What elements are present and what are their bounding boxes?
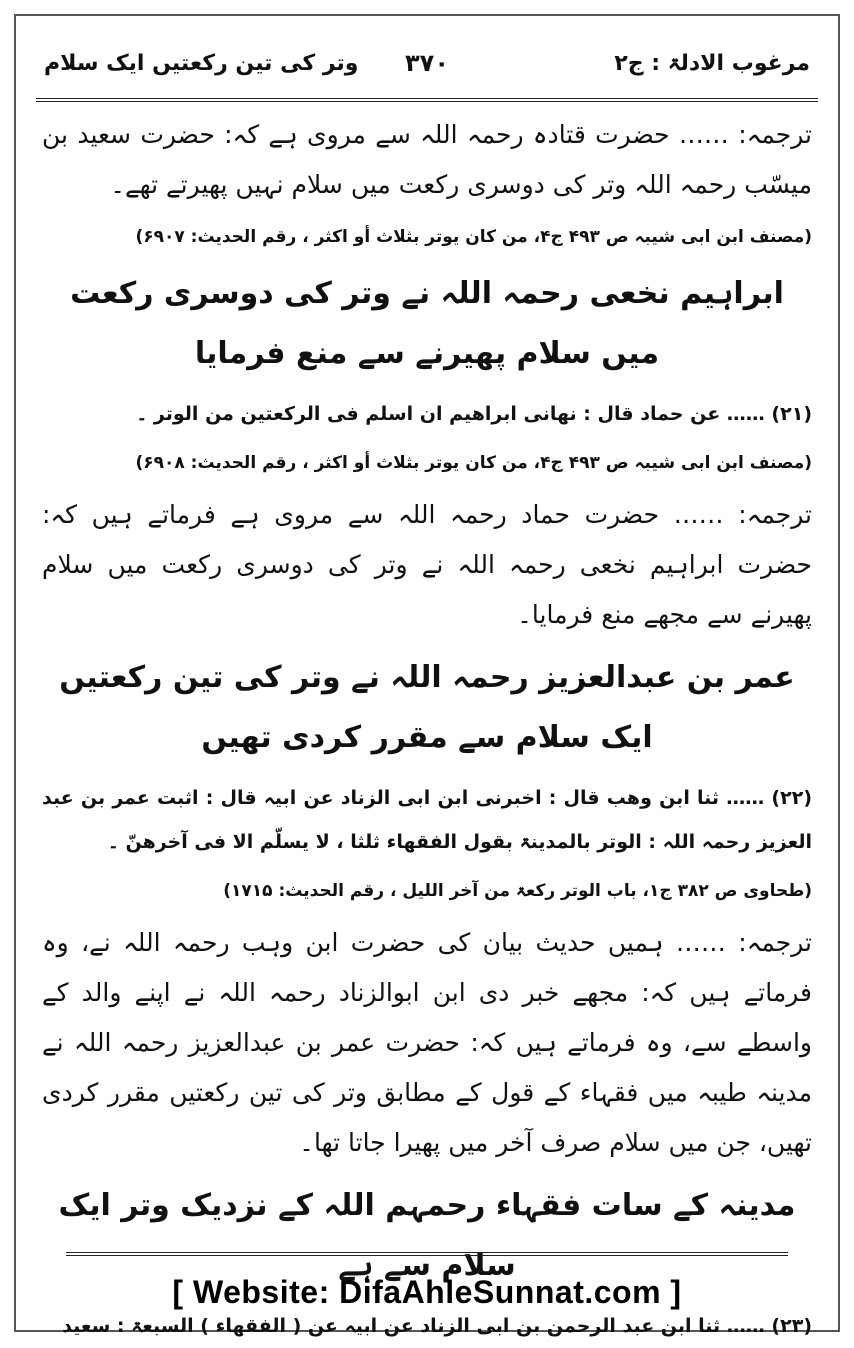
section-heading: ابراہیم نخعی رحمہ اللہ نے وتر کی دوسری رکعت میں سلام پھیرنے سے منع فرمایا — [70, 276, 784, 371]
reference-citation: (طحاوی ص ۳۸۲ ج۱، باب الوتر رکعۃ من آخر اللیل ، رقم الحدیث: ۱۷۱۵) — [223, 881, 812, 901]
book-page — [36, 28, 818, 1337]
chapter-title: وتر کی تین رکعتیں ایک سلام — [44, 50, 359, 76]
translation-paragraph: ترجمہ: …… ہمیں حدیث بیان کی حضرت ابن وہب رحمہ اللہ نے، وہ فرماتے ہیں کہ: مجھے خبر دی ابن ابوالزناد رحمہ اللہ نے اپنے والد کے واسطے سے، وہ فرماتے ہیں کہ: حضرت عمر بن عبدالعزیز رحمہ اللہ نے مدینہ طیبہ میں فقہاء کے قول کے مطابق وتر کی تین رکعتیں مقرر کردی تھیں، جن میں سلام صرف آخر میں پھیرا جاتا تھا۔ — [42, 928, 812, 1157]
book-title: مرغوب الادلۃ : ج۲ — [614, 50, 810, 76]
reference-citation: (مصنف ابن ابی شیبہ ص ۴۹۳ ج۴، من کان یوتر بثلاث أو اکثر ، رقم الحدیث: ۶۹۰۸) — [135, 453, 812, 473]
website-banner: [ Website: DifaAhleSunnat.com ] — [172, 1274, 682, 1310]
translation-paragraph: ترجمہ: …… حضرت حماد رحمہ اللہ سے مروی ہے فرماتے ہیں کہ: حضرت ابراہیم نخعی رحمہ اللہ نے وتر کی دوسری رکعت میں سلام پھیرنے سے مجھے منع فرمایا۔ — [42, 500, 812, 629]
hadith-text: (۲۲) …… ثنا ابن وھب قال : اخبرنی ابن ابی الزناد عن ابیہ قال : اثبت عمر بن عبد العزیز رحمہ اللہ : الوتر بالمدینۃ بقول الفقھاء ثلثا ، لا یسلّم الا فی آخرھنّ ۔ — [42, 787, 812, 853]
footer-divider — [66, 1252, 788, 1256]
reference-citation: (مصنف ابن ابی شیبہ ص ۴۹۳ ج۴، من کان یوتر بثلاث أو اکثر ، رقم الحدیث: ۶۹۰۷) — [135, 227, 812, 247]
page-frame — [14, 14, 840, 1337]
translation-paragraph: ترجمہ: …… حضرت قتادہ رحمہ اللہ سے مروی ہے کہ: حضرت سعید بن میسّب رحمہ اللہ وتر کی دوسری رکعت میں سلام نہیں پھیرتے تھے۔ — [42, 120, 812, 199]
section-heading: مدینہ کے سات فقہاء رحمہم اللہ کے نزدیک وتر ایک سلام سے ہے — [58, 1188, 796, 1283]
page-number: ۳۷۰ — [405, 49, 449, 77]
page-header — [36, 28, 818, 102]
hadith-text: (۲۱) …… عن حماد قال : نھانی ابراھیم ان اسلم فی الرکعتین من الوتر ۔ — [136, 403, 812, 425]
section-heading: عمر بن عبدالعزیز رحمہ اللہ نے وتر کی تین رکعتیں ایک سلام سے مقرر کردی تھیں — [59, 660, 795, 755]
page-body — [36, 110, 818, 1348]
hadith-text: (۲۳) …… ثنا ابن عبد الرحمن بن ابی الزناد عن ابیہ عن ( الفقھاء ) السبعۃ : سعید — [62, 1315, 812, 1337]
